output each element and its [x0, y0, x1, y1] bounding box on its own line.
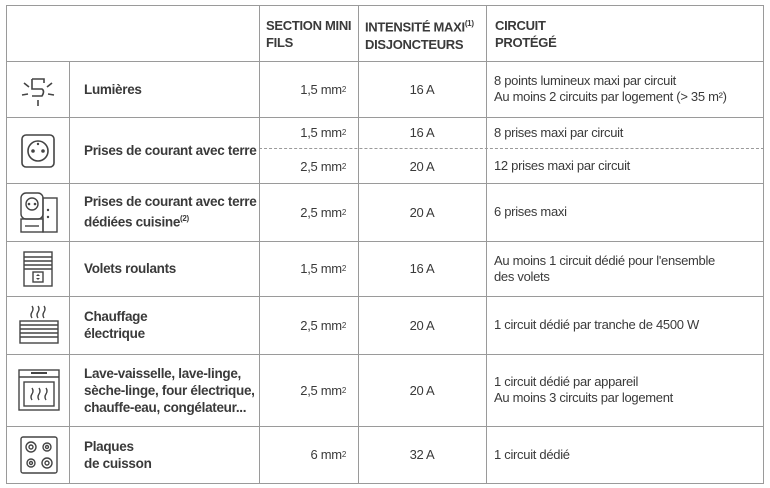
header-circuit-line2: PROTÉGÉ: [495, 35, 557, 50]
section-value: 2,5 mm 2: [300, 158, 346, 174]
header-section: [266, 13, 356, 55]
section-value: 1,5 mm 2: [300, 81, 346, 97]
row-label-lumieres: Lumières: [84, 81, 142, 97]
section-value: 1,5 mm 2: [300, 125, 346, 140]
circuit-value: 1 circuit dédié: [494, 446, 570, 462]
row-label-appareils: Lave-vaisselle, lave-linge, sèche-linge, four électrique, chauffe-eau, congélateur...: [84, 365, 255, 415]
radiator-icon: [14, 301, 64, 349]
icon-divider: [69, 241, 70, 296]
electrical-circuits-table: [6, 5, 764, 484]
icon-divider: [69, 296, 70, 354]
socket-icon: [16, 129, 60, 173]
amp-value: 32 A: [409, 447, 435, 462]
icon-divider: [69, 117, 70, 183]
rolling-shutter-icon: [18, 247, 58, 291]
row-label-prises: Prises de courant avec terre: [84, 142, 257, 158]
section-value: 2,5 mm 2: [300, 382, 346, 398]
amp-value: 20 A: [409, 382, 435, 398]
circuit-value: 8 prises maxi par circuit: [494, 124, 624, 140]
amp-value: 20 A: [409, 317, 435, 333]
table-border-top: [6, 5, 764, 6]
header-intensite: [365, 13, 485, 55]
table-border-right: [763, 5, 764, 484]
circuit-value: 12 prises maxi par circuit: [494, 158, 630, 173]
section-value: 1,5 mm 2: [300, 261, 346, 276]
table-border-bottom: [6, 483, 764, 484]
icon-divider: [69, 183, 70, 241]
header-intensite-line1: INTENSITÉ MAXI: [365, 19, 465, 35]
row-label-plaques: Plaques de cuisson: [84, 438, 152, 471]
icon-divider: [69, 354, 70, 426]
circuit-value: 8 points lumineux maxi par circuit Au moins 2 circuits par logement (> 35 m²): [494, 73, 727, 104]
icon-divider: [69, 61, 70, 117]
icon-divider: [69, 426, 70, 483]
table-border-left: [6, 5, 7, 484]
light-bulb-icon: [12, 66, 64, 112]
circuit-value: 6 prises maxi: [494, 204, 567, 219]
amp-value: 20 A: [409, 158, 435, 174]
amp-value: 16 A: [409, 261, 435, 276]
row-label-prises-cuisine: Prises de courant avec terre dédiées cuisine$^{(2)}$: [84, 194, 257, 230]
header-circuit-line1: CIRCUIT: [495, 18, 546, 33]
kitchen-socket-icon: [14, 188, 64, 236]
header-section-line1: SECTION MINI: [266, 18, 352, 33]
cooktop-icon: [16, 432, 62, 478]
footnote-2-marker: (2): [180, 214, 189, 224]
circuit-value: Au moins 1 circuit dédié pour l'ensemble des volets: [494, 252, 715, 284]
header-intensite-line2: DISJONCTEURS: [365, 36, 464, 52]
section-value: 2,5 mm 2: [300, 317, 346, 333]
row-label-volets: Volets roulants: [84, 261, 177, 276]
section-value: 6 mm 2: [310, 447, 346, 462]
circuit-value: 1 circuit dédié par appareil Au moins 3 circuits par logement: [494, 374, 673, 405]
row-label-chauffage: Chauffage électrique: [84, 309, 148, 341]
footnote-1-marker: (1): [464, 19, 474, 29]
oven-icon: [14, 365, 64, 415]
amp-value: 16 A: [409, 81, 435, 97]
section-value: 2,5 mm 2: [300, 204, 346, 220]
amp-value: 16 A: [409, 125, 435, 140]
header-section-line2: FILS: [266, 35, 293, 50]
circuit-value: 1 circuit dédié par tranche de 4500 W: [494, 317, 699, 332]
header-circuit: [495, 13, 695, 55]
amp-value: 20 A: [409, 204, 435, 220]
